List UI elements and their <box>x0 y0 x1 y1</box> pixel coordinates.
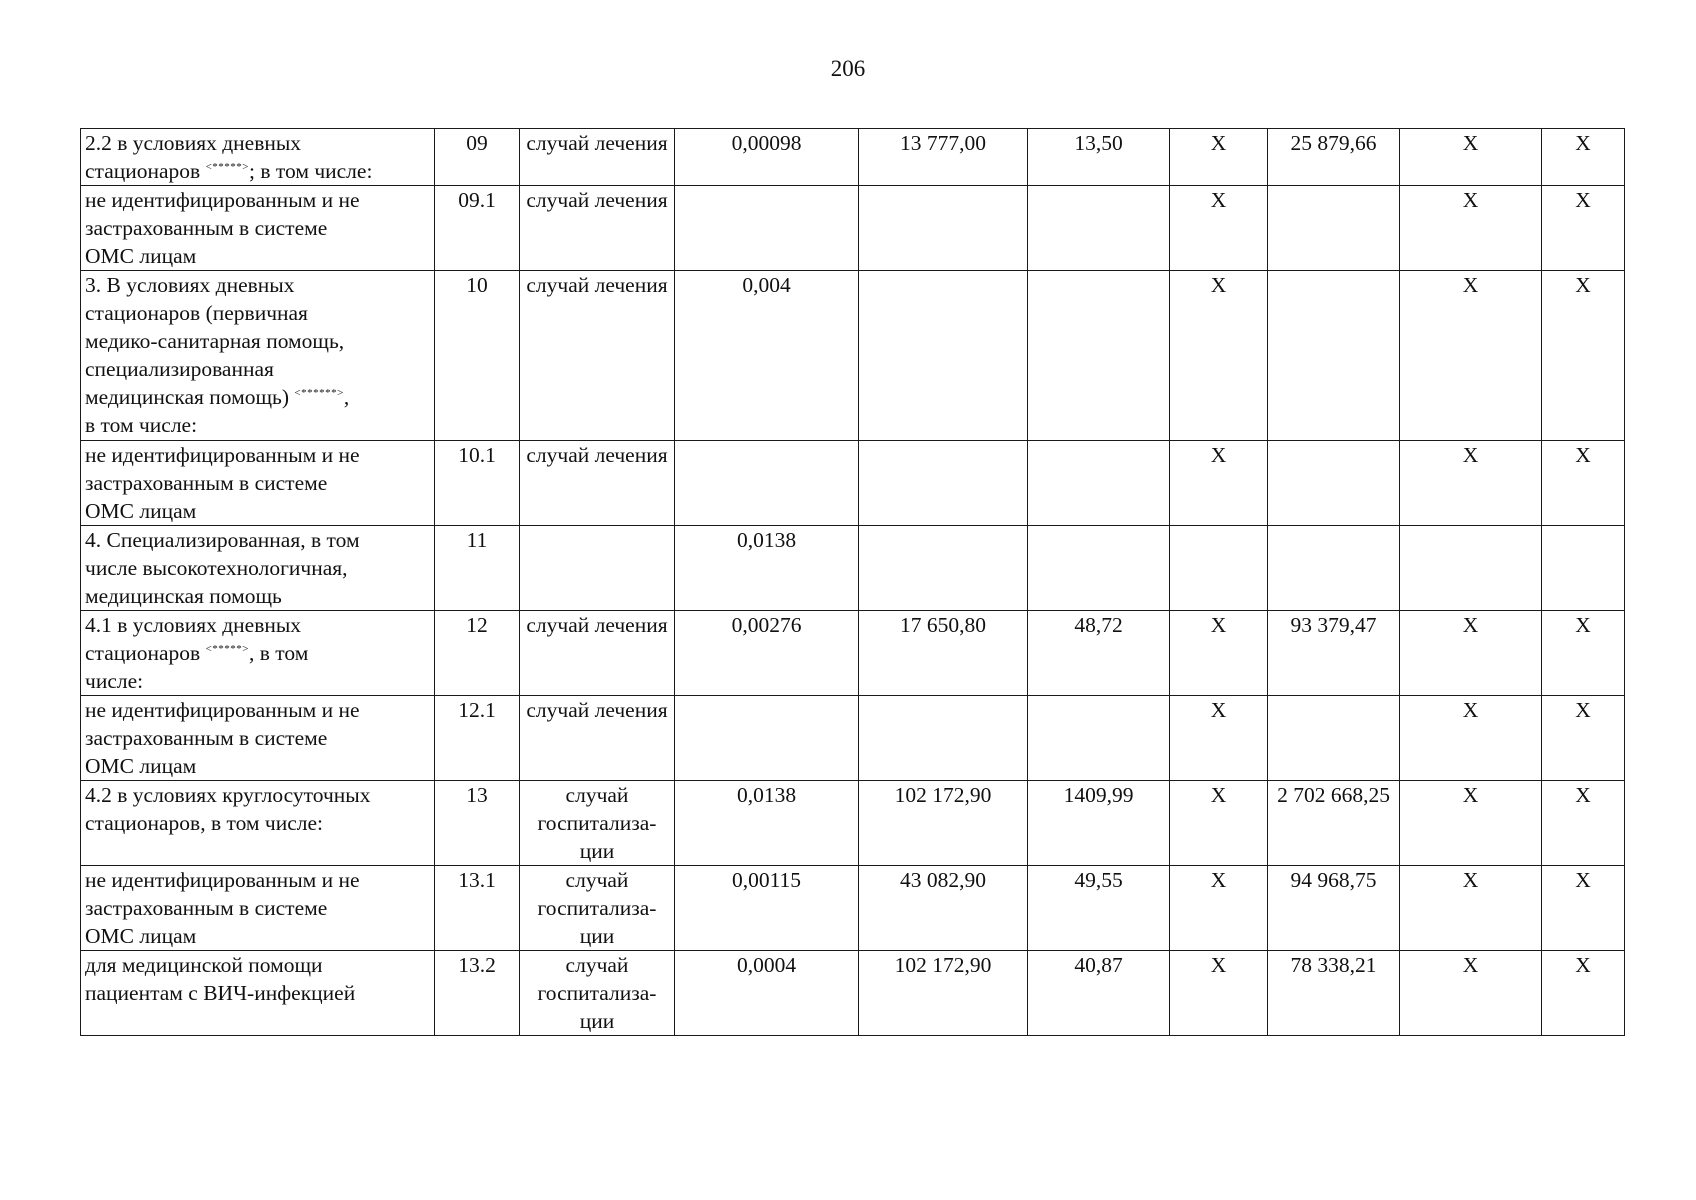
row-name-text: числе высокотехнологичная, <box>85 556 348 580</box>
table-row <box>81 271 1625 441</box>
row-name-cell <box>81 696 435 781</box>
share-cell: Х <box>1542 866 1625 951</box>
standard-cost-cell <box>859 186 1028 271</box>
row-name-text: стационаров, в том числе: <box>85 811 324 835</box>
share-cell: Х <box>1542 781 1625 866</box>
standard-volume-cell <box>675 696 859 781</box>
row-name-text: в том числе: <box>85 413 198 437</box>
row-name-text: застрахованным в системе <box>85 726 328 750</box>
share-cell: Х <box>1542 186 1625 271</box>
row-name-line <box>85 526 430 554</box>
per-capita-oms-cell <box>1170 526 1268 611</box>
share-cell <box>1542 526 1625 611</box>
budget-total-cell <box>1268 526 1400 611</box>
row-name-text: не идентифицированным и не <box>85 188 360 212</box>
row-code-cell: 10 <box>435 271 520 441</box>
per-capita-oms-cell: Х <box>1170 129 1268 186</box>
table-body <box>81 129 1625 1036</box>
unit-cell: случай госпитализа- ции <box>520 781 675 866</box>
per-capita-budget-cell <box>1028 186 1170 271</box>
per-capita-budget-cell: 40,87 <box>1028 951 1170 1036</box>
footnote-mark: <*****> <box>205 643 250 655</box>
row-name-line <box>85 299 430 327</box>
data-table <box>80 128 1625 1036</box>
row-name-cell <box>81 526 435 611</box>
unit-cell: случай лечения <box>520 129 675 186</box>
standard-volume-cell: 0,0138 <box>675 781 859 866</box>
row-name-text: медицинская помощь <box>85 584 282 608</box>
per-capita-budget-cell: 49,55 <box>1028 866 1170 951</box>
row-code-cell: 09 <box>435 129 520 186</box>
standard-cost-cell <box>859 696 1028 781</box>
table-row <box>81 186 1625 271</box>
unit-cell: случай лечения <box>520 696 675 781</box>
oms-total-cell: Х <box>1400 611 1542 696</box>
row-name-text: ОМС лицам <box>85 244 197 268</box>
per-capita-oms-cell: Х <box>1170 866 1268 951</box>
standard-volume-cell: 0,0138 <box>675 526 859 611</box>
row-name-text: пациентам с ВИЧ-инфекцией <box>85 981 356 1005</box>
per-capita-budget-cell <box>1028 271 1170 441</box>
budget-total-cell <box>1268 441 1400 526</box>
per-capita-oms-cell: Х <box>1170 696 1268 781</box>
row-name-line <box>85 611 430 639</box>
row-name-line <box>85 129 430 157</box>
row-name-text: 3. В условиях дневных <box>85 273 295 297</box>
share-cell: Х <box>1542 951 1625 1036</box>
row-name-line <box>85 327 430 355</box>
row-name-line <box>85 922 430 950</box>
oms-total-cell: Х <box>1400 866 1542 951</box>
row-name-tail: ; в том числе: <box>249 159 373 183</box>
per-capita-budget-cell <box>1028 526 1170 611</box>
row-name-text: не идентифицированным и не <box>85 868 360 892</box>
row-name-text: застрахованным в системе <box>85 896 328 920</box>
row-name-cell <box>81 441 435 526</box>
row-name-line <box>85 469 430 497</box>
row-name-line <box>85 554 430 582</box>
table-row <box>81 526 1625 611</box>
oms-total-cell: Х <box>1400 951 1542 1036</box>
budget-total-cell <box>1268 696 1400 781</box>
standard-volume-cell: 0,00115 <box>675 866 859 951</box>
table-row <box>81 696 1625 781</box>
row-name-line <box>85 186 430 214</box>
standard-cost-cell: 17 650,80 <box>859 611 1028 696</box>
row-code-cell: 13 <box>435 781 520 866</box>
per-capita-oms-cell: Х <box>1170 951 1268 1036</box>
row-name-line <box>85 355 430 383</box>
share-cell: Х <box>1542 441 1625 526</box>
row-name-line <box>85 497 430 525</box>
row-name-line <box>85 157 430 185</box>
row-name-line <box>85 696 430 724</box>
unit-cell: случай лечения <box>520 611 675 696</box>
row-name-cell <box>81 866 435 951</box>
row-name-cell <box>81 186 435 271</box>
oms-total-cell <box>1400 526 1542 611</box>
unit-cell: случай лечения <box>520 441 675 526</box>
row-code-cell: 11 <box>435 526 520 611</box>
share-cell: Х <box>1542 271 1625 441</box>
row-name-text: 4.1 в условиях дневных <box>85 613 302 637</box>
row-name-text: специализированная <box>85 357 274 381</box>
table-row <box>81 781 1625 866</box>
standard-volume-cell: 0,0004 <box>675 951 859 1036</box>
standard-cost-cell: 102 172,90 <box>859 781 1028 866</box>
standard-volume-cell: 0,00098 <box>675 129 859 186</box>
row-name-line <box>85 752 430 780</box>
standard-volume-cell: 0,00276 <box>675 611 859 696</box>
standard-cost-cell <box>859 441 1028 526</box>
table-row <box>81 129 1625 186</box>
standard-cost-cell: 13 777,00 <box>859 129 1028 186</box>
budget-total-cell: 2 702 668,25 <box>1268 781 1400 866</box>
row-name-text: застрахованным в системе <box>85 471 328 495</box>
standard-cost-cell <box>859 526 1028 611</box>
row-name-text: 4. Специализированная, в том <box>85 528 360 552</box>
per-capita-budget-cell <box>1028 696 1170 781</box>
row-code-cell: 13.1 <box>435 866 520 951</box>
unit-cell: случай госпитализа- ции <box>520 866 675 951</box>
per-capita-budget-cell: 48,72 <box>1028 611 1170 696</box>
standard-cost-cell: 43 082,90 <box>859 866 1028 951</box>
row-name-line <box>85 582 430 610</box>
oms-total-cell: Х <box>1400 186 1542 271</box>
budget-total-cell: 93 379,47 <box>1268 611 1400 696</box>
per-capita-oms-cell: Х <box>1170 611 1268 696</box>
row-code-cell: 10.1 <box>435 441 520 526</box>
per-capita-oms-cell: Х <box>1170 441 1268 526</box>
row-name-cell <box>81 781 435 866</box>
row-code-cell: 12.1 <box>435 696 520 781</box>
row-name-line <box>85 951 430 979</box>
row-name-text: стационаров <box>85 159 206 183</box>
row-name-line <box>85 781 430 809</box>
row-name-line <box>85 809 430 837</box>
per-capita-budget-cell: 1409,99 <box>1028 781 1170 866</box>
standard-volume-cell <box>675 441 859 526</box>
per-capita-oms-cell: Х <box>1170 781 1268 866</box>
table-row <box>81 951 1625 1036</box>
share-cell: Х <box>1542 696 1625 781</box>
row-name-line <box>85 214 430 242</box>
row-name-text: ОМС лицам <box>85 499 197 523</box>
row-name-text: стационаров <box>85 641 206 665</box>
unit-cell: случай госпитализа- ции <box>520 951 675 1036</box>
budget-total-cell <box>1268 271 1400 441</box>
row-name-line <box>85 411 430 439</box>
row-name-line <box>85 242 430 270</box>
row-name-cell <box>81 129 435 186</box>
row-code-cell: 12 <box>435 611 520 696</box>
row-name-line <box>85 383 430 411</box>
table-row <box>81 441 1625 526</box>
budget-total-cell <box>1268 186 1400 271</box>
row-name-line <box>85 894 430 922</box>
standard-cost-cell: 102 172,90 <box>859 951 1028 1036</box>
row-name-text: для медицинской помощи <box>85 953 323 977</box>
budget-total-cell: 94 968,75 <box>1268 866 1400 951</box>
standard-cost-cell <box>859 271 1028 441</box>
footnote-mark: <******> <box>294 387 344 399</box>
row-name-tail: , <box>343 385 350 409</box>
oms-total-cell: Х <box>1400 441 1542 526</box>
per-capita-oms-cell: Х <box>1170 186 1268 271</box>
budget-total-cell: 25 879,66 <box>1268 129 1400 186</box>
row-code-cell: 13.2 <box>435 951 520 1036</box>
row-name-text: 2.2 в условиях дневных <box>85 131 302 155</box>
row-name-cell <box>81 611 435 696</box>
row-name-cell <box>81 951 435 1036</box>
row-name-line <box>85 639 430 667</box>
unit-cell: случай лечения <box>520 271 675 441</box>
row-name-text: ОМС лицам <box>85 924 197 948</box>
standard-volume-cell: 0,004 <box>675 271 859 441</box>
standard-volume-cell <box>675 186 859 271</box>
share-cell: Х <box>1542 129 1625 186</box>
row-name-line <box>85 866 430 894</box>
row-name-line <box>85 667 430 695</box>
row-name-line <box>85 271 430 299</box>
per-capita-oms-cell: Х <box>1170 271 1268 441</box>
unit-cell: случай лечения <box>520 186 675 271</box>
row-name-text: не идентифицированным и не <box>85 698 360 722</box>
row-name-text: не идентифицированным и не <box>85 443 360 467</box>
oms-total-cell: Х <box>1400 129 1542 186</box>
row-name-text: застрахованным в системе <box>85 216 328 240</box>
oms-total-cell: Х <box>1400 271 1542 441</box>
row-name-text: ОМС лицам <box>85 754 197 778</box>
row-name-text: числе: <box>85 669 144 693</box>
per-capita-budget-cell <box>1028 441 1170 526</box>
page-number: 206 <box>830 56 866 81</box>
row-name-cell <box>81 271 435 441</box>
row-name-text: медико-санитарная помощь, <box>85 329 345 353</box>
row-name-text: 4.2 в условиях круглосуточных <box>85 783 371 807</box>
share-cell: Х <box>1542 611 1625 696</box>
per-capita-budget-cell: 13,50 <box>1028 129 1170 186</box>
row-name-text: медицинская помощь) <box>85 385 295 409</box>
row-name-line <box>85 441 430 469</box>
table-row <box>81 611 1625 696</box>
row-code-cell: 09.1 <box>435 186 520 271</box>
row-name-text: стационаров (первичная <box>85 301 308 325</box>
oms-total-cell: Х <box>1400 781 1542 866</box>
unit-cell <box>520 526 675 611</box>
row-name-line <box>85 979 430 1007</box>
footnote-mark: <*****> <box>205 161 250 173</box>
row-name-tail: , в том <box>249 641 309 665</box>
oms-total-cell: Х <box>1400 696 1542 781</box>
row-name-line <box>85 724 430 752</box>
table-row <box>81 866 1625 951</box>
budget-total-cell: 78 338,21 <box>1268 951 1400 1036</box>
